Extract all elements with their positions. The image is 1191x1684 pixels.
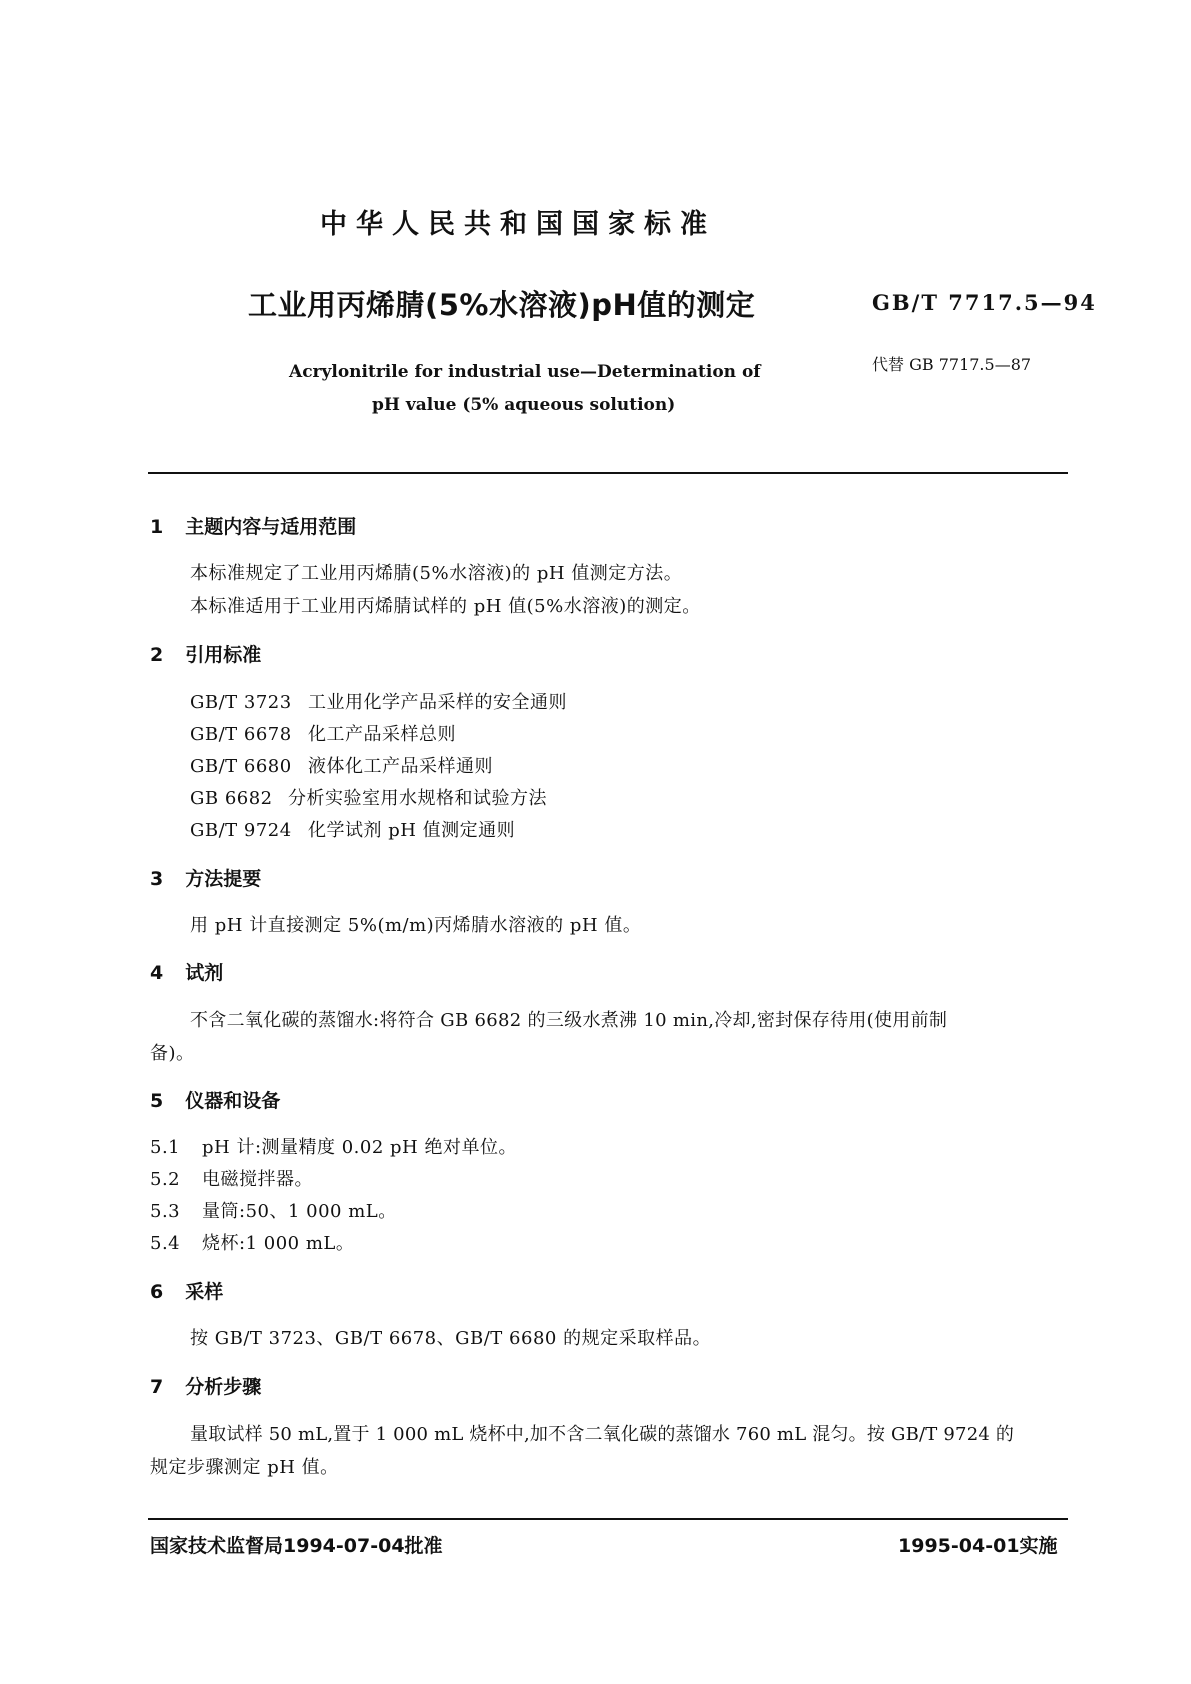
reference-code: GB/T 6678 bbox=[190, 724, 292, 745]
reference-item bbox=[190, 720, 456, 746]
equipment-item bbox=[150, 1133, 517, 1159]
standard-code: GB/T 7717.5—94 bbox=[872, 290, 1097, 315]
item-text: 电磁搅拌器。 bbox=[202, 1169, 313, 1190]
section-7-text-line2: 规定步骤测定 pH 值。 bbox=[150, 1457, 339, 1478]
section-2-heading bbox=[150, 640, 261, 667]
reference-item bbox=[190, 784, 547, 810]
section-title: 仪器和设备 bbox=[185, 1090, 281, 1112]
document-title-en-line2: pH value (5% aqueous solution) bbox=[372, 395, 676, 415]
section-title: 主题内容与适用范围 bbox=[185, 516, 357, 538]
reference-title: 工业用化学产品采样的安全通则 bbox=[308, 692, 567, 713]
equipment-item bbox=[150, 1229, 354, 1255]
document-title-en-line1: Acrylonitrile for industrial use—Determination of bbox=[289, 362, 761, 382]
section-title: 方法提要 bbox=[185, 868, 262, 890]
section-number: 6 bbox=[150, 1281, 164, 1303]
section-4-text-line1: 不含二氧化碳的蒸馏水:将符合 GB 6682 的三级水煮沸 10 min,冷却,密封保存待用(使用前制 bbox=[190, 1010, 948, 1031]
reference-title: 液体化工产品采样通则 bbox=[308, 756, 493, 777]
section-title: 分析步骤 bbox=[185, 1376, 262, 1398]
section-number: 3 bbox=[150, 868, 164, 890]
item-text: 烧杯:1 000 mL。 bbox=[202, 1233, 355, 1254]
section-7-heading bbox=[150, 1372, 261, 1399]
reference-code: GB/T 3723 bbox=[190, 692, 292, 713]
reference-title: 化学试剂 pH 值测定通则 bbox=[308, 820, 516, 841]
item-number: 5.2 bbox=[150, 1169, 181, 1190]
section-number: 5 bbox=[150, 1090, 164, 1112]
reference-item bbox=[190, 752, 493, 778]
reference-code: GB 6682 bbox=[190, 788, 273, 809]
section-4-text-line2: 备)。 bbox=[150, 1043, 195, 1064]
section-7-text-line1: 量取试样 50 mL,置于 1 000 mL 烧杯中,加不含二氧化碳的蒸馏水 760 mL 混匀。按 GB/T 9724 的 bbox=[190, 1424, 1015, 1445]
section-5-heading bbox=[150, 1086, 280, 1113]
section-title: 试剂 bbox=[185, 962, 224, 984]
section-3-text: 用 pH 计直接测定 5%(m/m)丙烯腈水溶液的 pH 值。 bbox=[190, 915, 642, 936]
footer-rule bbox=[148, 1518, 1068, 1520]
reference-item bbox=[190, 816, 515, 842]
reference-title: 分析实验室用水规格和试验方法 bbox=[288, 788, 547, 809]
section-3-heading bbox=[150, 864, 261, 891]
item-text: pH 计:测量精度 0.02 pH 绝对单位。 bbox=[202, 1137, 517, 1158]
document-title-cn: 工业用丙烯腈(5%水溶液)pH值的测定 bbox=[248, 288, 756, 322]
section-6-text: 按 GB/T 3723、GB/T 6678、GB/T 6680 的规定采取样品。 bbox=[190, 1328, 712, 1349]
item-number: 5.3 bbox=[150, 1201, 181, 1222]
reference-code: GB/T 6680 bbox=[190, 756, 292, 777]
section-number: 1 bbox=[150, 516, 164, 538]
section-title: 采样 bbox=[185, 1281, 224, 1303]
section-1-paragraph-2: 本标准适用于工业用丙烯腈试样的 pH 值(5%水溶液)的测定。 bbox=[190, 596, 701, 617]
national-standard-heading: 中华人民共和国国家标准 bbox=[320, 209, 716, 240]
section-number: 7 bbox=[150, 1376, 164, 1398]
section-number: 2 bbox=[150, 644, 164, 666]
equipment-item bbox=[150, 1165, 313, 1191]
approval-date: 国家技术监督局1994-07-04批准 bbox=[150, 1535, 443, 1557]
reference-title: 化工产品采样总则 bbox=[308, 724, 456, 745]
item-number: 5.4 bbox=[150, 1233, 181, 1254]
section-4-heading bbox=[150, 958, 223, 985]
section-1-heading bbox=[150, 512, 356, 539]
header-rule bbox=[148, 472, 1068, 474]
replaces-standard: 代替 GB 7717.5—87 bbox=[872, 355, 1032, 374]
reference-item bbox=[190, 688, 567, 714]
section-6-heading bbox=[150, 1277, 223, 1304]
item-text: 量筒:50、1 000 mL。 bbox=[202, 1201, 397, 1222]
implementation-date: 1995-04-01实施 bbox=[898, 1535, 1058, 1557]
equipment-item bbox=[150, 1197, 397, 1223]
item-number: 5.1 bbox=[150, 1137, 181, 1158]
section-1-paragraph-1: 本标准规定了工业用丙烯腈(5%水溶液)的 pH 值测定方法。 bbox=[190, 563, 683, 584]
section-number: 4 bbox=[150, 962, 164, 984]
reference-code: GB/T 9724 bbox=[190, 820, 292, 841]
section-title: 引用标准 bbox=[185, 644, 262, 666]
